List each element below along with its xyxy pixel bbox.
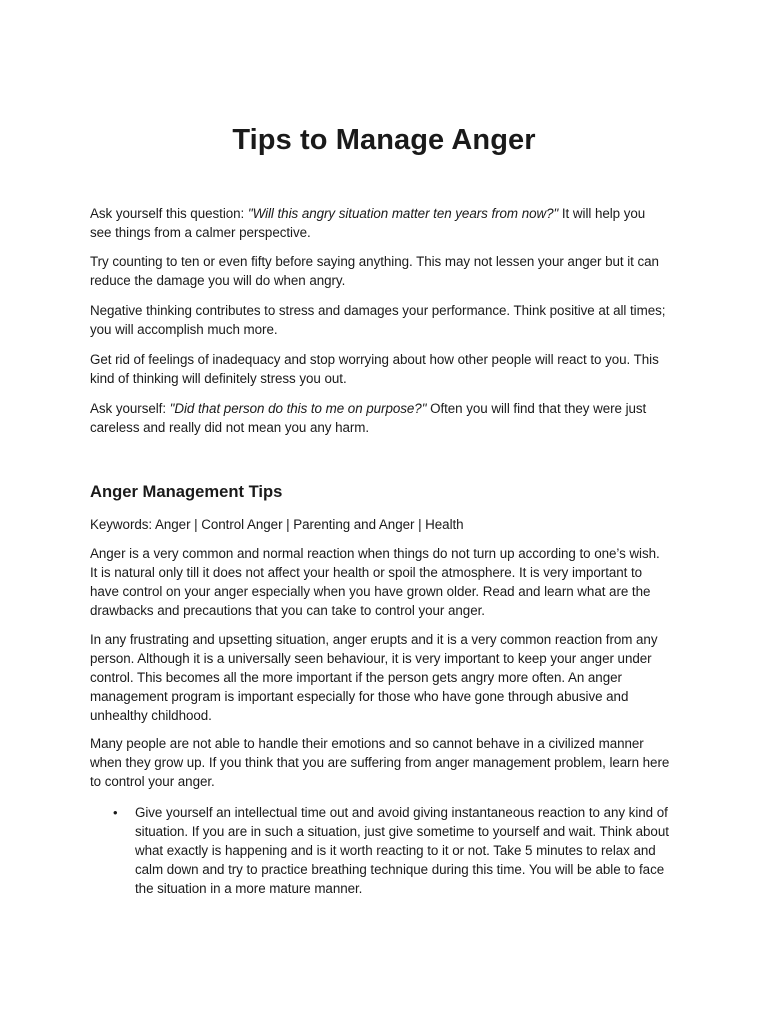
tip-1-lead: Ask yourself this question:	[90, 206, 248, 221]
tip-paragraph-5	[90, 399, 670, 437]
tip-1-rest: It will help you see things from a calmer perspective.	[90, 206, 646, 240]
bullet-list-item	[113, 803, 675, 898]
body-paragraph-1: Anger is a very common and normal reaction when things do not turn up according to one’s wish. It is natural only till it does not affect your health or spoil the atmosphere. It is very important to have control on your anger especially when you have grown older. Read and learn what are the drawbacks and precautions that you can take to control your anger.	[90, 546, 660, 618]
body-paragraph-2: In any frustrating and upsetting situation, anger erupts and it is a very common reaction from any person. Although it is a universally seen behaviour, it is very important to keep your anger under control. This becomes all the more important if the person gets angry more often. An anger management program is important especially for those who have gone through abusive and unhealthy childhood.	[90, 632, 658, 723]
keywords-line: Keywords: Anger | Control Anger | Parenting and Anger | Health	[90, 517, 464, 532]
tip-1-quote: "Will this angry situation matter ten years from now?"	[247, 206, 559, 221]
tip-paragraph-2: Try counting to ten or even fifty before saying anything. This may not lessen your anger but it can reduce the damage you will do when angry.	[90, 254, 659, 288]
bullet-text: Give yourself an intellectual time out and avoid giving instantaneous reaction to any kind of situation. If you are in such a situation, just give sometime to yourself and wait. Think about what exactly is happening and is it worth reacting to it or not. Take 5 minutes to relax and calm down and try to practice breathing technique during this time. You will be able to face the situation in a more mature manner.	[135, 805, 669, 896]
body-paragraph-3: Many people are not able to handle their emotions and so cannot behave in a civilized manner when they grow up. If you think that you are suffering from anger management problem, learn here to control your anger.	[90, 736, 670, 789]
tip-paragraph-4: Get rid of feelings of inadequacy and stop worrying about how other people will react to you. This kind of thinking will definitely stress you out.	[90, 352, 659, 386]
tip-paragraph-1	[90, 204, 670, 242]
tip-paragraph-3: Negative thinking contributes to stress and damages your performance. Think positive at all times; you will accomplish much more.	[90, 303, 666, 337]
bullet-icon: •	[113, 805, 118, 820]
tip-5-rest: Often you will find that they were just careless and really did not mean you any harm.	[90, 401, 647, 435]
tip-5-quote: "Did that person do this to me on purpose?"	[169, 401, 427, 416]
tip-5-lead: Ask yourself:	[90, 401, 170, 416]
page-title: Tips to Manage Anger	[232, 124, 536, 156]
section-heading: Anger Management Tips	[90, 482, 283, 501]
